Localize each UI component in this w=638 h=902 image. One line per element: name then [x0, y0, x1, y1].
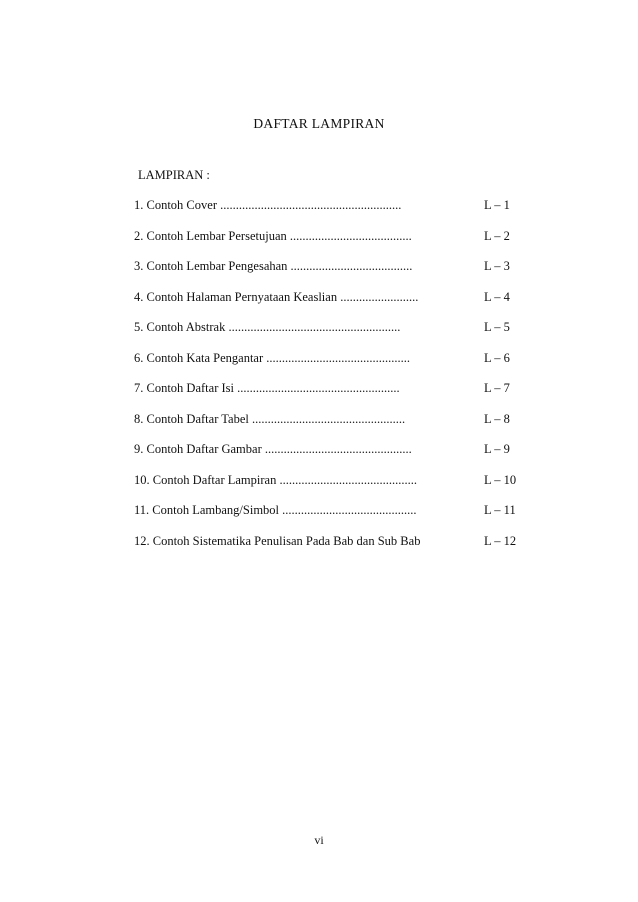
- list-item: [134, 533, 534, 564]
- entry-title: 2. Contoh Lembar Persetujuan .......................................: [134, 228, 412, 243]
- entry-title: 4. Contoh Halaman Pernyataan Keaslian .........................: [134, 289, 419, 304]
- entry-code: L – 11: [484, 503, 516, 517]
- list-item: [134, 411, 534, 442]
- entry-code: L – 2: [484, 228, 510, 243]
- entry-code: L – 5: [484, 320, 510, 334]
- list-item: [134, 197, 534, 228]
- list-item: [134, 380, 534, 411]
- list-item: [134, 350, 534, 381]
- list-item: [134, 502, 534, 533]
- list-item: [134, 289, 534, 320]
- entry-title: 1. Contoh Cover ..........................................................: [134, 198, 402, 212]
- entry-title: 8. Contoh Daftar Tabel .................................................: [134, 411, 406, 426]
- entry-title: 10. Contoh Daftar Lampiran ............................................: [134, 472, 417, 487]
- page-title: DAFTAR LAMPIRAN: [253, 116, 385, 131]
- entry-code: L – 4: [484, 289, 510, 304]
- entry-code: L – 8: [484, 411, 510, 426]
- entry-code: L – 6: [484, 350, 510, 365]
- list-item: [134, 319, 534, 350]
- list-item: [134, 472, 534, 503]
- entry-code: L – 9: [484, 442, 510, 456]
- entry-title: 3. Contoh Lembar Pengesahan .......................................: [134, 259, 413, 273]
- entry-title: 7. Contoh Daftar Isi ....................................................: [134, 381, 400, 395]
- entry-title: 11. Contoh Lambang/Simbol ...........................................: [134, 503, 417, 517]
- entry-title: 9. Contoh Daftar Gambar ...............................................: [134, 442, 412, 456]
- section-label: LAMPIRAN :: [138, 168, 210, 182]
- list-item: [134, 228, 534, 259]
- entry-code: L – 3: [484, 259, 510, 273]
- list-item: [134, 441, 534, 472]
- entry-code: L – 1: [484, 198, 510, 212]
- appendix-list: [134, 197, 534, 563]
- entry-title: 12. Contoh Sistematika Penulisan Pada Bab dan Sub Bab: [134, 533, 421, 548]
- entry-title: 5. Contoh Abstrak .......................................................: [134, 320, 401, 334]
- entry-code: L – 7: [484, 381, 510, 395]
- page-number: vi: [314, 833, 324, 847]
- list-item: [134, 258, 534, 289]
- entry-code: L – 10: [484, 472, 517, 487]
- entry-code: L – 12: [484, 533, 517, 548]
- entry-title: 6. Contoh Kata Pengantar ..............................................: [134, 350, 411, 365]
